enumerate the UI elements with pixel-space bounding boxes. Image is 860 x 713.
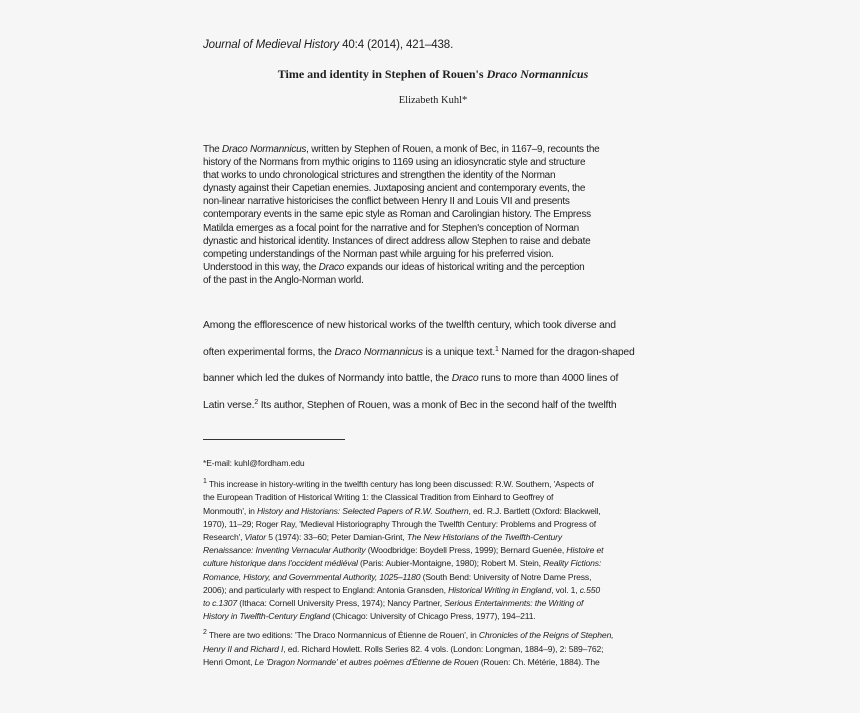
footnote-2 bbox=[203, 629, 663, 669]
text: dynastic and historical identity. Instances of direct address allow Stephen to raise and debate bbox=[203, 235, 591, 247]
italic-text: Henry II and Richard I bbox=[203, 643, 284, 654]
footnote-line bbox=[203, 531, 663, 544]
footnote-marker: 2 bbox=[203, 629, 207, 637]
text: (Woodbridge: Boydell Press, 1999); Bernard Guenée, bbox=[365, 545, 567, 556]
italic-text: Draco Normannicus bbox=[222, 144, 307, 155]
text: (Ithaca: Cornell University Press, 1974); Nancy Partner, bbox=[237, 598, 445, 609]
italic-text: Serious Entertainments: the Writing of bbox=[444, 598, 584, 609]
abstract-line bbox=[203, 195, 643, 208]
italic-text: Reality Fictions: bbox=[543, 558, 602, 569]
footnote-line bbox=[203, 571, 663, 584]
body-line bbox=[203, 319, 663, 346]
body-line bbox=[203, 399, 663, 426]
footnote-line bbox=[203, 518, 663, 531]
text: often experimental forms, the bbox=[203, 346, 335, 358]
italic-text: History in Twelfth-Century England bbox=[203, 611, 331, 622]
abstract-line bbox=[203, 208, 643, 221]
text: , ed. Richard Howlett. Rolls Series 82. 4 vols. (London: Longman, 1884–9), 2: 589–762; bbox=[283, 643, 604, 654]
text: non-linear narrative historicises the conflict between Henry II and Louis VII and presents bbox=[203, 196, 570, 208]
abstract-line bbox=[203, 143, 643, 156]
text: that works to undo chronological strictures and strengthen the identity of the Norman bbox=[203, 170, 556, 182]
italic-text: Histoire et bbox=[566, 545, 604, 556]
text: history of the Normans from mythic origins to 1169 using an idiosyncratic style and structure bbox=[203, 157, 586, 169]
text: contemporary events in the same epic style as Roman and Carolingian history. The Empress bbox=[203, 209, 591, 221]
text: , vol. 1, bbox=[551, 584, 580, 595]
text: This increase in history-writing in the twelfth century has long been discussed: R.W. Southern, 'Aspects of bbox=[206, 479, 594, 490]
footnote-line bbox=[203, 557, 663, 570]
italic-text: Draco bbox=[318, 261, 345, 273]
text: expands our ideas of historical writing and the perception bbox=[344, 261, 585, 273]
footnote-line bbox=[203, 610, 663, 623]
text: 2006); and particularly with respect to England: Antonia Gransden, bbox=[203, 584, 449, 595]
abstract-line bbox=[203, 248, 643, 261]
title-italic: Draco Normannicus bbox=[486, 67, 589, 81]
abstract-line bbox=[203, 156, 643, 169]
article-title bbox=[0, 67, 860, 82]
text: 5 (1974): 33–60; Peter Damian-Grint, bbox=[265, 532, 407, 543]
italic-text: Le 'Dragon Normande' et autres poèmes d'Étienne de Rouen bbox=[254, 656, 479, 667]
text: (Paris: Aubier-Montaigne, 1980); Robert M. Stein, bbox=[357, 558, 544, 569]
footnote-line bbox=[203, 656, 663, 669]
text: Among the efflorescence of new historical works of the twelfth century, which took diverse and bbox=[203, 320, 616, 331]
body-line bbox=[203, 346, 663, 373]
text: Henri Omont, bbox=[203, 656, 255, 667]
author-email-footnote: *E-mail: kuhl@fordham.edu bbox=[203, 458, 305, 468]
abstract-line bbox=[203, 235, 643, 248]
abstract-line bbox=[203, 261, 643, 274]
italic-text: Draco bbox=[451, 373, 479, 384]
footnote-line bbox=[203, 505, 663, 518]
text: (Chicago: University of Chicago Press, 1977), 194–211. bbox=[330, 611, 536, 622]
text: (South Bend: University of Notre Dame Press, bbox=[420, 571, 592, 582]
text: Monmouth', in bbox=[203, 505, 257, 516]
abstract-line bbox=[203, 222, 643, 235]
body-line bbox=[203, 372, 663, 399]
italic-text: Romance, History, and Governmental Authority, 1025–1180 bbox=[203, 571, 421, 582]
text: Matilda emerges as a focal point for the narrative and for Stephen's conception of Norman bbox=[203, 222, 579, 234]
text: , ed. R.J. Bartlett (Oxford: Blackwell, bbox=[468, 505, 601, 516]
footnote-separator bbox=[203, 439, 345, 440]
abstract-line bbox=[203, 182, 643, 195]
italic-text: Draco Normannicus bbox=[334, 346, 423, 358]
abstract-line bbox=[203, 274, 643, 287]
text: is a unique text. bbox=[422, 346, 495, 358]
text: runs to more than 4000 lines of bbox=[478, 373, 619, 384]
text: The bbox=[203, 144, 223, 155]
text: Named for the dragon-shaped bbox=[498, 346, 635, 358]
footnote-ref: 1 bbox=[494, 345, 499, 353]
italic-text: Viator bbox=[244, 532, 266, 543]
text: , written by Stephen of Rouen, a monk of Bec, in 1167–9, recounts the bbox=[306, 144, 600, 155]
italic-text: Renaissance: Inventing Vernacular Authority bbox=[203, 545, 366, 556]
footnote-line bbox=[203, 597, 663, 610]
text: dynasty against their Capetian enemies. Juxtaposing ancient and contemporary events, the bbox=[203, 183, 586, 195]
footnote-line bbox=[203, 584, 663, 597]
footnote-1 bbox=[203, 478, 663, 623]
footnote-line bbox=[203, 491, 663, 504]
text: (Rouen: Ch. Métérie, 1884). The bbox=[478, 656, 600, 667]
text: 1970), 11–29; Roger Ray, 'Medieval Historiography Through the Twelfth Century: Problems and Progress of bbox=[203, 518, 597, 529]
abstract-line bbox=[203, 169, 643, 182]
italic-text: Chronicles of the Reigns of Stephen, bbox=[478, 630, 614, 641]
text: Understood in this way, the bbox=[203, 261, 319, 273]
text: Latin verse. bbox=[203, 399, 255, 411]
journal-volume-pages: 40:4 (2014), 421–438. bbox=[339, 39, 454, 51]
body-paragraph bbox=[203, 319, 663, 425]
title-plain: Time and identity in Stephen of Rouen's bbox=[277, 67, 487, 81]
footnotes bbox=[203, 457, 663, 675]
text: Research', bbox=[203, 532, 245, 543]
text: competing understandings of the Norman past while arguing for his preferred vision. bbox=[203, 248, 554, 260]
journal-citation bbox=[203, 39, 453, 51]
text: Its author, Stephen of Rouen, was a monk of Bec in the second half of the twelfth bbox=[258, 399, 617, 411]
footnote-line bbox=[203, 478, 663, 491]
journal-name: Journal of Medieval History bbox=[203, 39, 339, 51]
footnote-line bbox=[203, 544, 663, 557]
footnote-ref: 2 bbox=[254, 398, 259, 406]
italic-text: The New Historians of the Twelfth-Century bbox=[406, 532, 563, 543]
italic-text: Historical Writing in England bbox=[448, 584, 552, 595]
text: of the past in the Anglo-Norman world. bbox=[203, 274, 364, 286]
text: There are two editions: 'The Draco Normannicus of Étienne de Rouen', in bbox=[206, 630, 479, 641]
text: banner which led the dukes of Normandy into battle, the bbox=[203, 373, 452, 384]
footnote-marker: 1 bbox=[203, 478, 207, 486]
footnote-line bbox=[203, 643, 663, 656]
abstract bbox=[203, 143, 643, 287]
italic-text: c.550 bbox=[579, 584, 601, 595]
footnote-line bbox=[203, 629, 663, 642]
article-author: Elizabeth Kuhl* bbox=[398, 95, 468, 106]
italic-text: culture historique dans l'occident médiéval bbox=[203, 558, 358, 569]
italic-text: to c.1307 bbox=[203, 598, 238, 609]
italic-text: History and Historians: Selected Papers of R.W. Southern bbox=[257, 505, 469, 516]
text: the European Tradition of Historical Writing 1: the Classical Tradition from Einhard to Geoffrey of bbox=[203, 492, 554, 503]
